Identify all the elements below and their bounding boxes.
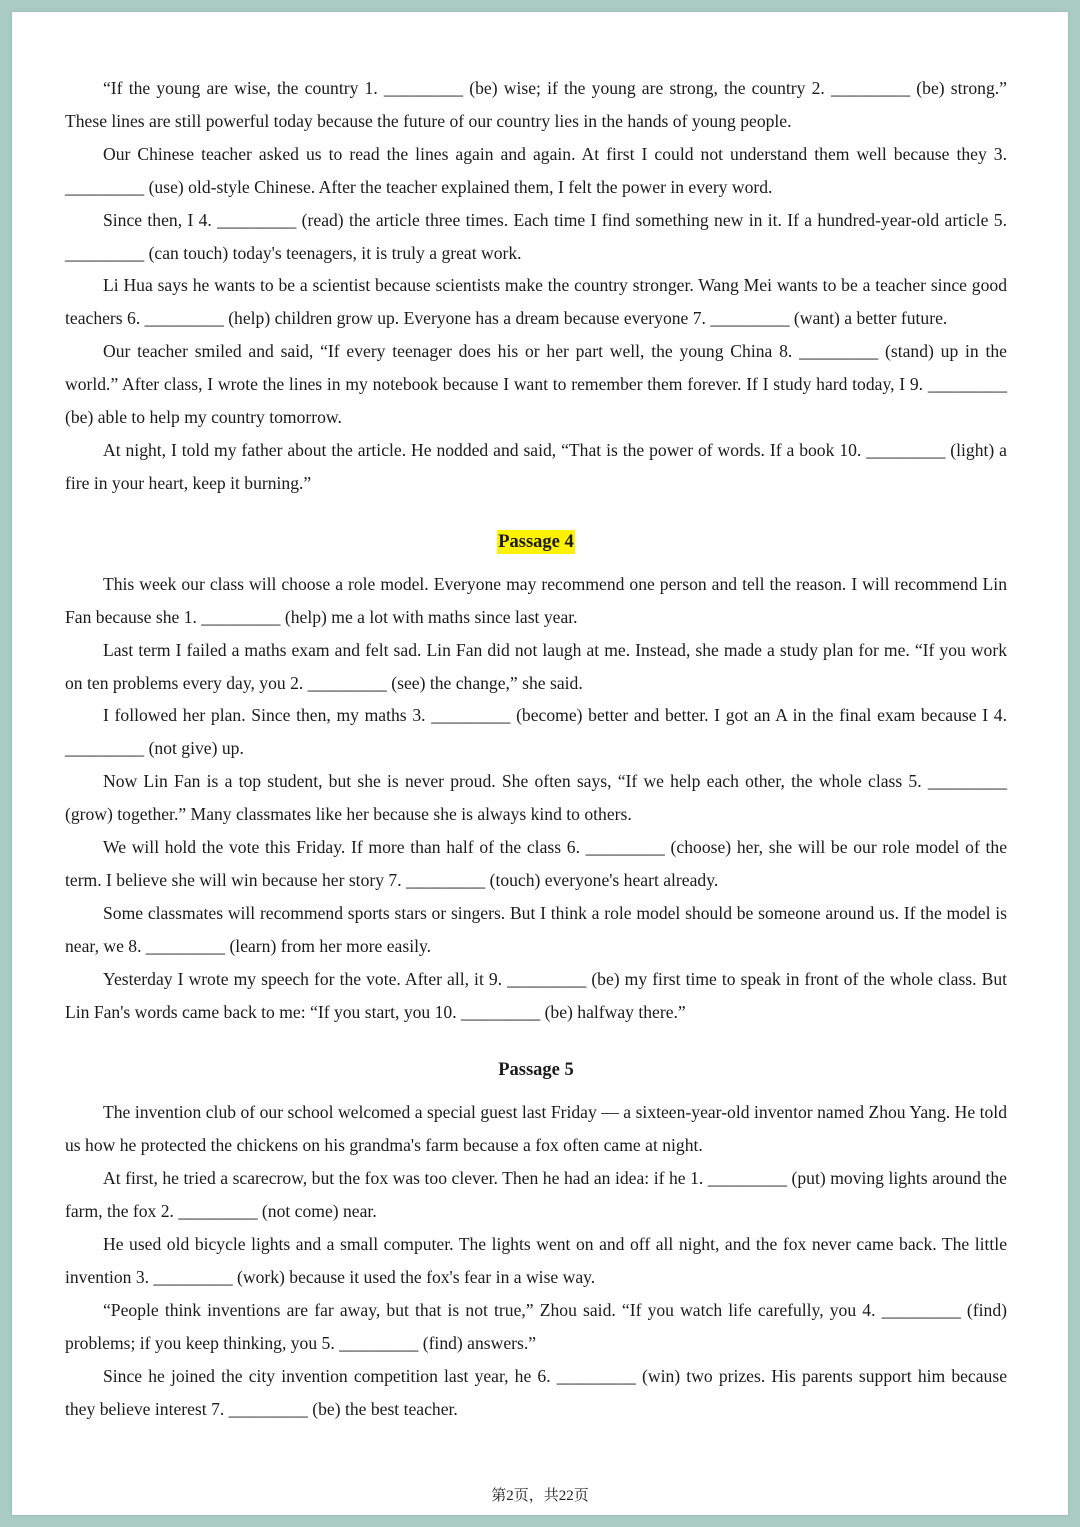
passage4-paragraph-3: I followed her plan. Since then, my maths 3. _________ (become) better and better. I got an A in the final exam because I 4. _________ (not give) up. (65, 705, 1007, 759)
passage4-paragraph-5: We will hold the vote this Friday. If more than half of the class 6. _________ (choose) her, she will be our role model of the term. I believe she will win because her story 7. _________ (touch) everyone's heart already. (65, 837, 1007, 890)
passage4-title: Passage 4 (498, 531, 574, 552)
passage3-paragraph-6: At night, I told my father about the article. He nodded and said, “That is the power of words. If a book 10. _________ (light) a fire in your heart, keep it burning.” (65, 439, 1007, 493)
passage3-paragraph-3: Since then, I 4. _________ (read) the article three times. Each time I find something new in it. If a hundred-year-old article 5. _________ (can touch) today's teenagers, it is truly a great work. (65, 209, 1007, 263)
passage4-paragraph-1: This week our class will choose a role model. Everyone may recommend one person and tell the reason. I will recommend Lin Fan because she 1. _________ (help) me a lot with maths since last year. (65, 573, 1007, 627)
passage3-paragraph-4: Li Hua says he wants to be a scientist because scientists make the country stronger. Wang Mei wants to be a teacher since good teachers 6. _________ (help) children grow up. Everyone has a dream because everyone 7. _________ (want) a better future. (65, 275, 1007, 329)
passage5-paragraph-2: At first, he tried a scarecrow, but the fox was too clever. Then he had an idea: if he 1. _________ (put) moving lights around the farm, the fox 2. _________ (not come) near. (65, 1168, 1007, 1222)
passage5-paragraph-5: Since he joined the city invention competition last year, he 6. _________ (win) two prizes. His parents support him because they believe interest 7. _________ (be) the best teacher. (65, 1365, 1007, 1419)
document-page (12, 12, 1068, 1515)
page-content (65, 72, 1007, 1426)
passage5-title: Passage 5 (498, 1060, 574, 1081)
passage5-heading (65, 1054, 1007, 1086)
passage4-heading (65, 526, 1007, 558)
page-number-footer: 第2页，共22页 (491, 1488, 589, 1504)
passage5-paragraph-1: The invention club of our school welcomed a special guest last Friday — a sixteen-year-old inventor named Zhou Yang. He told us how he protected the chickens on his grandma's farm because a fox often came at night. (65, 1102, 1007, 1156)
passage5-paragraph-4: “People think inventions are far away, but that is not true,” Zhou said. “If you watch life carefully, you 4. _________ (find) problems; if you keep thinking, you 5. _________ (find) answers.” (65, 1299, 1007, 1353)
passage4-paragraph-2: Last term I failed a maths exam and felt sad. Lin Fan did not laugh at me. Instead, she made a study plan for me. “If you work on ten problems every day, you 2. _________ (see) the change,” she said. (65, 639, 1007, 693)
passage4-paragraph-4: Now Lin Fan is a top student, but she is never proud. She often says, “If we help each other, the whole class 5. _________ (grow) together.” Many classmates like her because she is always kind to others. (65, 771, 1007, 825)
passage3-paragraph-5: Our teacher smiled and said, “If every teenager does his or her part well, the young China 8. _________ (stand) up in the world.” After class, I wrote the lines in my notebook because I want to remember them forever. If I study hard today, I 9. _________ (be) able to help my country tomorrow. (65, 341, 1007, 428)
passage3-paragraph-2: Our Chinese teacher asked us to read the lines again and again. At first I could not understand them well because they 3. _________ (use) old-style Chinese. After the teacher explained them, I felt the power in every word. (65, 143, 1007, 197)
passage4-paragraph-7: Yesterday I wrote my speech for the vote. After all, it 9. _________ (be) my first time to speak in front of the whole class. But Lin Fan's words came back to me: “If you start, you 10. _________ (be) halfway there.” (65, 968, 1007, 1022)
passage5-paragraph-3: He used old bicycle lights and a small computer. The lights went on and off all night, and the fox never came back. The little invention 3. _________ (work) because it used the fox's fear in a wise way. (65, 1234, 1007, 1287)
passage3-paragraph-1: “If the young are wise, the country 1. _________ (be) wise; if the young are strong, the country 2. _________ (be) strong.” These lines are still powerful today because the future of our country lies in the hands of young people. (65, 78, 1007, 131)
passage4-paragraph-6: Some classmates will recommend sports stars or singers. But I think a role model should be someone around us. If the model is near, we 8. _________ (learn) from her more easily. (65, 902, 1007, 956)
